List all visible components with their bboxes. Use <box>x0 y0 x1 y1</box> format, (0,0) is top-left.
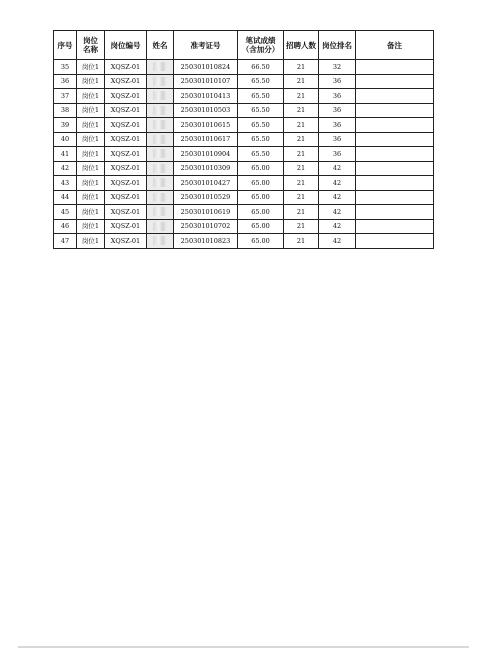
cell-remark <box>356 60 434 75</box>
cell-hires: 21 <box>284 190 319 205</box>
cell-name <box>147 74 174 89</box>
cell-hires: 21 <box>284 219 319 234</box>
cell-name <box>147 205 174 220</box>
redacted-name-block <box>153 193 167 202</box>
cell-hires: 21 <box>284 103 319 118</box>
cell-hires: 21 <box>284 89 319 104</box>
header-name: 姓名 <box>147 31 174 60</box>
table-row <box>54 234 434 249</box>
cell-post-name: 岗位1 <box>77 234 105 249</box>
cell-score: 65.00 <box>238 161 284 176</box>
cell-seq: 42 <box>54 161 77 176</box>
cell-name <box>147 234 174 249</box>
cell-hires: 21 <box>284 132 319 147</box>
cell-remark <box>356 161 434 176</box>
cell-remark <box>356 132 434 147</box>
cell-post-code: XQSZ-01 <box>105 190 147 205</box>
cell-remark <box>356 190 434 205</box>
cell-ticket: 250301010904 <box>174 147 238 162</box>
cell-rank: 42 <box>319 205 356 220</box>
cell-hires: 21 <box>284 118 319 133</box>
cell-rank: 42 <box>319 161 356 176</box>
cell-rank: 32 <box>319 60 356 75</box>
table-row <box>54 89 434 104</box>
redacted-name-block <box>153 149 167 158</box>
cell-post-code: XQSZ-01 <box>105 132 147 147</box>
exam-score-table <box>53 30 434 249</box>
cell-rank: 36 <box>319 132 356 147</box>
header-score <box>238 31 284 60</box>
cell-seq: 38 <box>54 103 77 118</box>
header-ticket: 准考证号 <box>174 31 238 60</box>
cell-post-code: XQSZ-01 <box>105 118 147 133</box>
cell-hires: 21 <box>284 234 319 249</box>
cell-name <box>147 161 174 176</box>
table-row <box>54 205 434 220</box>
table-row <box>54 161 434 176</box>
cell-post-code: XQSZ-01 <box>105 219 147 234</box>
cell-remark <box>356 103 434 118</box>
cell-post-name: 岗位1 <box>77 89 105 104</box>
cell-name <box>147 118 174 133</box>
cell-name <box>147 60 174 75</box>
cell-seq: 39 <box>54 118 77 133</box>
cell-score: 65.00 <box>238 219 284 234</box>
cell-hires: 21 <box>284 161 319 176</box>
cell-post-code: XQSZ-01 <box>105 176 147 191</box>
table-row <box>54 190 434 205</box>
cell-post-code: XQSZ-01 <box>105 147 147 162</box>
cell-seq: 46 <box>54 219 77 234</box>
redacted-name-block <box>153 178 167 187</box>
cell-post-code: XQSZ-01 <box>105 234 147 249</box>
cell-ticket: 250301010615 <box>174 118 238 133</box>
cell-name <box>147 176 174 191</box>
table-row <box>54 176 434 191</box>
table-body <box>54 60 434 249</box>
cell-score: 65.50 <box>238 118 284 133</box>
header-post-name-line2: 名称 <box>83 45 98 54</box>
redacted-name-block <box>153 222 167 231</box>
table-row <box>54 147 434 162</box>
cell-post-name: 岗位1 <box>77 161 105 176</box>
cell-ticket: 250301010619 <box>174 205 238 220</box>
table-row <box>54 103 434 118</box>
cell-score: 65.00 <box>238 234 284 249</box>
header-score-line2: （含加分） <box>241 45 280 54</box>
table-row <box>54 219 434 234</box>
cell-post-code: XQSZ-01 <box>105 60 147 75</box>
cell-ticket: 250301010427 <box>174 176 238 191</box>
cell-remark <box>356 234 434 249</box>
cell-score: 65.50 <box>238 74 284 89</box>
cell-post-name: 岗位1 <box>77 176 105 191</box>
cell-rank: 42 <box>319 219 356 234</box>
cell-post-name: 岗位1 <box>77 132 105 147</box>
cell-ticket: 250301010617 <box>174 132 238 147</box>
cell-score: 65.00 <box>238 176 284 191</box>
cell-ticket: 250301010824 <box>174 60 238 75</box>
header-seq: 序号 <box>54 31 77 60</box>
cell-ticket: 250301010107 <box>174 74 238 89</box>
cell-rank: 42 <box>319 234 356 249</box>
cell-rank: 36 <box>319 118 356 133</box>
redacted-name-block <box>153 207 167 216</box>
cell-seq: 35 <box>54 60 77 75</box>
cell-score: 65.50 <box>238 147 284 162</box>
table-row <box>54 74 434 89</box>
header-post-name-line1: 岗位 <box>83 36 98 45</box>
cell-post-name: 岗位1 <box>77 74 105 89</box>
redacted-name-block <box>153 236 167 245</box>
cell-name <box>147 103 174 118</box>
redacted-name-block <box>153 120 167 129</box>
cell-seq: 44 <box>54 190 77 205</box>
cell-seq: 36 <box>54 74 77 89</box>
cell-name <box>147 89 174 104</box>
redacted-name-block <box>153 91 167 100</box>
header-hires: 招聘人数 <box>284 31 319 60</box>
cell-post-code: XQSZ-01 <box>105 103 147 118</box>
cell-name <box>147 219 174 234</box>
header-post-code: 岗位编号 <box>105 31 147 60</box>
cell-post-code: XQSZ-01 <box>105 89 147 104</box>
cell-post-code: XQSZ-01 <box>105 74 147 89</box>
cell-seq: 47 <box>54 234 77 249</box>
cell-remark <box>356 205 434 220</box>
cell-post-name: 岗位1 <box>77 60 105 75</box>
cell-rank: 36 <box>319 74 356 89</box>
cell-rank: 42 <box>319 190 356 205</box>
cell-name <box>147 132 174 147</box>
cell-rank: 36 <box>319 89 356 104</box>
cell-ticket: 250301010309 <box>174 161 238 176</box>
cell-ticket: 250301010413 <box>174 89 238 104</box>
redacted-name-block <box>153 135 167 144</box>
cell-post-name: 岗位1 <box>77 118 105 133</box>
cell-post-name: 岗位1 <box>77 205 105 220</box>
redacted-name-block <box>153 62 167 71</box>
header-score-line1: 笔试成绩 <box>245 36 276 45</box>
cell-remark <box>356 176 434 191</box>
cell-score: 66.50 <box>238 60 284 75</box>
cell-score: 65.00 <box>238 205 284 220</box>
cell-seq: 37 <box>54 89 77 104</box>
cell-post-name: 岗位1 <box>77 219 105 234</box>
cell-post-code: XQSZ-01 <box>105 161 147 176</box>
cell-hires: 21 <box>284 205 319 220</box>
cell-hires: 21 <box>284 176 319 191</box>
cell-remark <box>356 147 434 162</box>
header-rank: 岗位排名 <box>319 31 356 60</box>
cell-seq: 43 <box>54 176 77 191</box>
cell-rank: 36 <box>319 147 356 162</box>
table-row <box>54 132 434 147</box>
cell-name <box>147 190 174 205</box>
cell-post-code: XQSZ-01 <box>105 205 147 220</box>
cell-remark <box>356 219 434 234</box>
cell-seq: 41 <box>54 147 77 162</box>
redacted-name-block <box>153 77 167 86</box>
cell-seq: 40 <box>54 132 77 147</box>
cell-hires: 21 <box>284 74 319 89</box>
cell-post-name: 岗位1 <box>77 147 105 162</box>
cell-score: 65.50 <box>238 103 284 118</box>
cell-name <box>147 147 174 162</box>
cell-seq: 45 <box>54 205 77 220</box>
cell-score: 65.50 <box>238 89 284 104</box>
cell-hires: 21 <box>284 147 319 162</box>
cell-rank: 36 <box>319 103 356 118</box>
page-bottom-divider <box>18 646 469 648</box>
cell-post-name: 岗位1 <box>77 190 105 205</box>
header-post-name <box>77 31 105 60</box>
cell-score: 65.00 <box>238 190 284 205</box>
cell-ticket: 250301010503 <box>174 103 238 118</box>
cell-ticket: 250301010702 <box>174 219 238 234</box>
redacted-name-block <box>153 106 167 115</box>
cell-remark <box>356 118 434 133</box>
redacted-name-block <box>153 164 167 173</box>
cell-ticket: 250301010823 <box>174 234 238 249</box>
cell-score: 65.50 <box>238 132 284 147</box>
cell-hires: 21 <box>284 60 319 75</box>
cell-remark <box>356 74 434 89</box>
cell-remark <box>356 89 434 104</box>
cell-post-name: 岗位1 <box>77 103 105 118</box>
cell-rank: 42 <box>319 176 356 191</box>
cell-ticket: 250301010529 <box>174 190 238 205</box>
header-remark: 备注 <box>356 31 434 60</box>
table-row <box>54 118 434 133</box>
table-row <box>54 60 434 75</box>
table-header-row <box>54 31 434 60</box>
